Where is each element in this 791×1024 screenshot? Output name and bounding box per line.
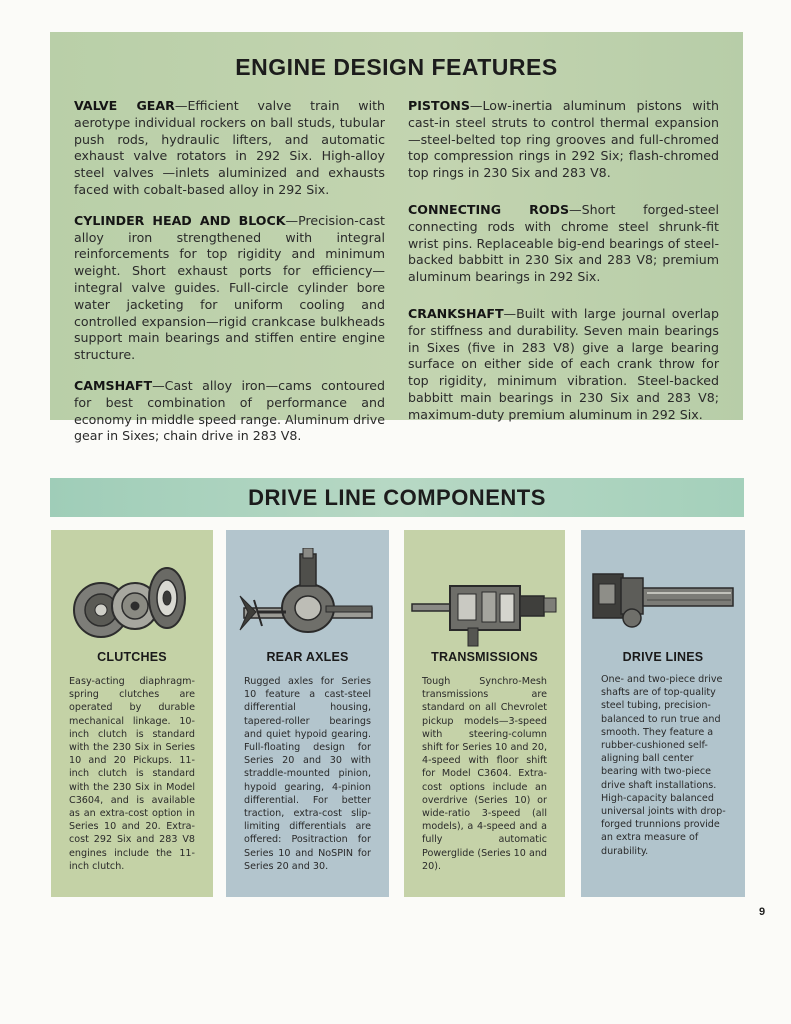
drive-line-banner (50, 478, 744, 517)
drive-section-title: DRIVE LINE COMPONENTS (248, 485, 546, 510)
feature-cylinder-head (74, 213, 385, 364)
feature-heading: CONNECTING RODS (408, 201, 570, 217)
card-body: Rugged axles for Series 10 feature a cast-steel differential housing, tapered-roller bearings and quiet hypoid gearing. Full-floating design for Series 20 and 30 with straddle-mounted pinion, hypoid gearing, 4-pinion differential. For better traction, extra-cost slip-limiting differentials are offered: Positraction for Series 10 and NoSPIN for Series 20 and 30. (244, 676, 371, 872)
feature-pistons (408, 98, 719, 182)
engine-section-title: ENGINE DESIGN FEATURES (235, 54, 558, 80)
feature-text: —Short forged-steel connecting rods with chrome steel shrunk-fit wrist pins. Replaceable big-end bearings of steel-backed babbitt in 230 Six and 283 V8; premium aluminum bearings in 292 Six. (408, 201, 720, 285)
engine-design-panel (50, 32, 743, 444)
card-body: One- and two-piece drive shafts are of top-quality steel tubing, precision-balanced to run true and smooth. They feature a rubber-cushioned self-aligning ball center bearing with two-piece drive shaft installations. High-capacity balanced universal joints with drop-forged trunnions provide an extra measure of durability. (601, 674, 726, 857)
card-body: Tough Synchro-Mesh transmissions are standard on all Chevrolet pickup models—3-speed with steering-column shift for Series 10 and 20, 4-speed with floor shift for Model C3604. Extra-cost options include an overdrive (Series 10) or wide-ratio 3-speed (all models), a 4-speed and a fully automatic Powerglide (Series 10 and 20). (422, 676, 547, 872)
feature-text: —Cast alloy iron—cams contoured for best combination of performance and economy in middle speed range. Aluminum drive gear in Sixes; chain drive in 283 V8. (74, 377, 385, 444)
card-rear-axles (226, 530, 389, 897)
card-title: DRIVE LINES (622, 650, 704, 664)
clutch-parts-illustration (51, 548, 213, 653)
engine-right-column (408, 98, 719, 438)
card-drive-lines (581, 530, 745, 897)
card-clutches (51, 530, 213, 897)
card-transmissions (404, 530, 565, 897)
feature-text: —Efficient valve train with aerotype individual rockers on ball studs, tubular push rods, hydraulic lifters, and automatic exhaust valve rotators in 292 Six. High-alloy steel valves —inlets aluminized and exhausts faced with cobalt-based alloy in 292 Six. (74, 98, 386, 197)
feature-connecting-rods (408, 202, 719, 286)
card-title: TRANSMISSIONS (431, 650, 538, 664)
card-title: CLUTCHES (97, 650, 167, 664)
transmission-illustration (404, 548, 565, 653)
feature-text: —Built with large journal overlap for stiffness and durability. Seven main bearings in Sixes (five in 283 V8) give a large bearing surface on either side of each crank throw for top rigidity, minimum vibration. Steel-backed babbitt main bearings in 230 Six and 283 V8; maximum-duty premium aluminum in 292 Six. (408, 305, 719, 422)
feature-heading: PISTONS (408, 98, 470, 113)
card-title: REAR AXLES (266, 650, 349, 664)
card-body: Easy-acting diaphragm-spring clutches are operated by durable mechanical linkage. 10-inch clutch is standard with the 230 Six in Series 10 and 20 Pickups. 11-inch clutch is standard with the 230 Six in Model C3604, and is available as an extra-cost option in Series 10 and 20. Extra-cost 292 Six and 283 V8 engines include the 11-inch clutch. (69, 676, 195, 872)
drive-shaft-illustration (581, 548, 745, 653)
feature-heading: CAMSHAFT (74, 377, 153, 393)
feature-heading: CYLINDER HEAD AND BLOCK (74, 212, 286, 228)
page-number: 9 (759, 906, 766, 918)
feature-text: —Low-inertia aluminum pistons with cast-in steel struts to control thermal expansion —steel-belted top ring grooves and full-chromed top compression rings in 292 Six; flash-chromed top rings in 230 Six and 283 V8. (408, 98, 719, 181)
rear-axle-illustration (226, 548, 389, 653)
engine-left-column (74, 98, 385, 459)
feature-valve-gear (74, 98, 385, 199)
feature-text: —Precision-cast alloy iron strengthened with integral reinforcements for top rigidity and minimum weight. Short exhaust ports for efficiency—integral valve guides. Full-circle cylinder bore water jacketing for uniform cooling and controlled expansion—rigid crankcase bulkheads support main bearings and stiffen entire engine structure. (74, 212, 385, 363)
feature-crankshaft (408, 306, 719, 424)
feature-heading: CRANKSHAFT (408, 305, 504, 321)
feature-heading: VALVE GEAR (74, 98, 175, 113)
feature-camshaft (74, 378, 385, 445)
